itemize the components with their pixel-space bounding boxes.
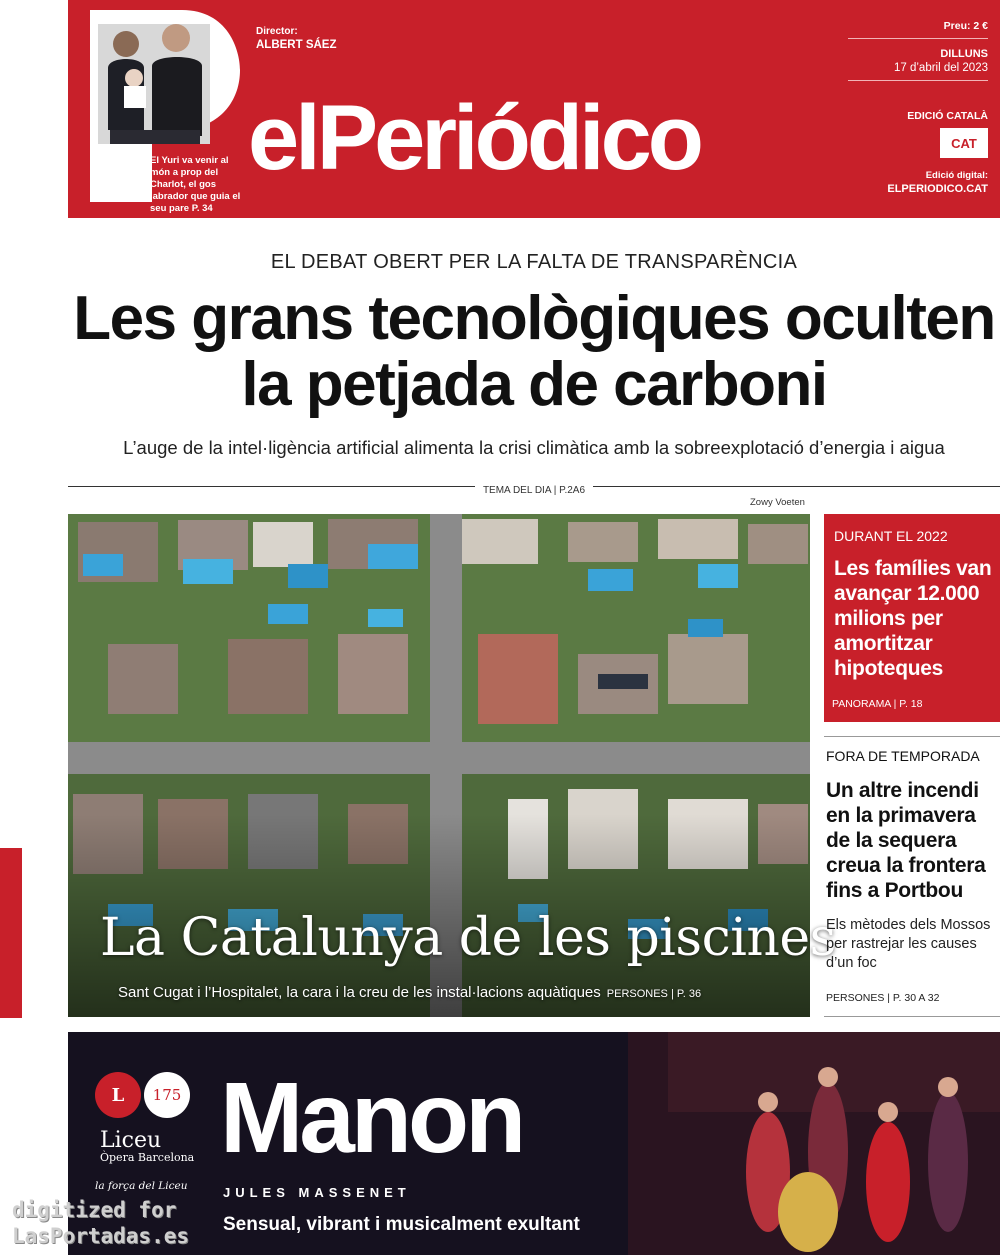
sidebar-story-2-kicker: FORA DE TEMPORADA [826, 748, 980, 764]
liceu-logo-icon: L [95, 1072, 141, 1118]
issue-date: 17 d’abril del 2023 [894, 62, 988, 74]
ad-composer: JULES MASSENET [223, 1185, 411, 1200]
photo-credit: Zowy Voeten [750, 497, 805, 508]
watermark-line-1: digitized for [12, 1198, 177, 1222]
director-label: Director: [256, 26, 298, 37]
ad-tagline: Sensual, vibrant i musicalment exultant [223, 1214, 580, 1235]
director-name: ALBERT SÁEZ [256, 39, 337, 51]
sidebar-story-2-sub[interactable]: Els mètodes dels Mossos per rastrejar les causes d’un foc [826, 917, 991, 971]
sidebar-story-1-kicker: DURANT EL 2022 [834, 528, 948, 544]
lead-kicker: EL DEBAT OBERT PER LA FALTA DE TRANSPARÈNCIA [270, 251, 798, 273]
divider [848, 80, 988, 81]
newspaper-logo[interactable]: elPeriódico [248, 87, 700, 189]
section-label-text: TEMA DEL DIA | P.2A6 [475, 485, 593, 496]
sidebar-story-1-headline[interactable]: Les famílies van avançar 12.000 milions per amortitzar hipoteques [834, 557, 992, 680]
lead-subhead: L’auge de la intel·ligència artificial alimenta la crisi climàtica amb la sobreexplotació d’energia i aigua [123, 437, 945, 458]
masthead [68, 0, 1000, 218]
sidebar-story-1-ref: PANORAMA | P. 18 [832, 698, 923, 710]
divider [824, 1016, 1000, 1017]
issue-day: DILLUNS [940, 48, 988, 60]
photo-subtitle [118, 984, 701, 1001]
photo-subtitle-text: Sant Cugat i l’Hospitalet, la cara i la creu de les instal·lacions aquàtiques [118, 984, 601, 1001]
sidebar-story-2-ref: PERSONES | P. 30 A 32 [826, 992, 940, 1004]
sidebar-story-2-headline[interactable]: Un altre incendi en la primavera de la sequera creua la frontera fins a Portbou [826, 779, 986, 902]
price: Preu: 2 € [943, 20, 988, 32]
digital-edition-label: Edició digital: [925, 170, 988, 181]
advertisement[interactable] [68, 1032, 1000, 1255]
ad-title[interactable]: Manon [220, 1062, 523, 1174]
photo-caption: El Yuri va venir al món a prop del Charlot, el gos labrador que guia el seu pare P. 34 [150, 155, 241, 214]
edition-label: EDICIÓ CATALÀ [907, 110, 988, 122]
photo-title[interactable]: La Catalunya de les piscines [100, 908, 836, 968]
lead-headline[interactable]: Les grans tecnològiques oculten la petjada de carboni [73, 284, 995, 419]
ad-venue: Liceu [100, 1128, 162, 1153]
anniversary-badge: 175 [144, 1072, 190, 1118]
section-label [68, 480, 1000, 498]
photo-page-ref: PERSONES | P. 36 [606, 988, 702, 1000]
page-edge-tab [0, 848, 22, 1018]
edition-button[interactable]: CAT [940, 128, 988, 158]
divider [848, 38, 988, 39]
watermark-line-2: LasPortadas.es [12, 1224, 190, 1248]
ad-script-tagline: la força del Liceu [95, 1180, 188, 1192]
digital-edition-link[interactable]: ELPERIODICO.CAT [887, 183, 988, 195]
divider [824, 736, 1000, 737]
ad-venue-sub: Òpera Barcelona [100, 1151, 195, 1164]
sidebar-story-1[interactable] [824, 514, 1000, 722]
